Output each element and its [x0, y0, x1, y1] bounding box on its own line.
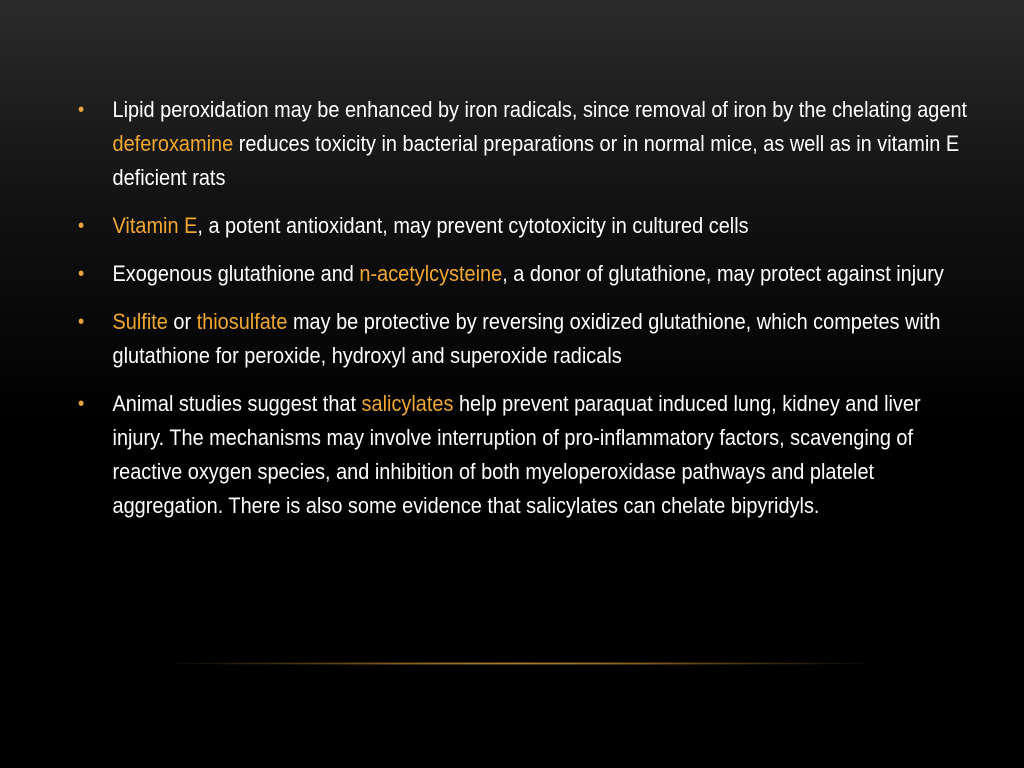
bullet-text: or [167, 309, 197, 334]
bullet-text: may be protective by reversing oxidized glutathione, which competes with glutathione for peroxide, hydroxyl and superoxide radicals [112, 309, 941, 368]
bullet-item-iron-radicals [78, 93, 973, 195]
highlight-deferoxamine: deferoxamine [112, 131, 234, 156]
bullet-item-glutathione [78, 257, 973, 291]
highlight-salicylates: salicylates [361, 391, 454, 416]
bullet-text: Animal studies suggest that [112, 391, 362, 416]
bullet-icon: • [78, 99, 85, 121]
bullet-list [78, 93, 968, 537]
bullet-icon: • [78, 263, 85, 285]
bullet-icon: • [78, 393, 85, 415]
bullet-icon: • [78, 311, 85, 333]
bullet-text: Lipid peroxidation may be enhanced by iron radicals, since removal of iron by the chelating agent [112, 97, 968, 122]
bullet-item-salicylates [78, 387, 973, 523]
bullet-text: help prevent paraquat induced lung, kidney and liver injury. The mechanisms may involve interruption of pro-inflammatory factors, scavenging of reactive oxygen species, and inhibition of both myeloperoxidase pathways and platelet aggregation. There is also some evidence that salicylates can chelate bipyridyls. [112, 391, 921, 518]
highlight-n-acetylcysteine: n-acetylcysteine [359, 261, 503, 286]
bullet-item-sulfite [78, 305, 973, 373]
bullet-text: Exogenous glutathione and [112, 261, 360, 286]
highlight-vitamin-e: Vitamin E [112, 213, 198, 238]
bullet-text: reduces toxicity in bacterial preparations or in normal mice, as well as in vitamin E deficient rats [112, 131, 960, 190]
highlight-thiosulfate: thiosulfate [196, 309, 288, 334]
bullet-text: , a potent antioxidant, may prevent cytotoxicity in cultured cells [197, 213, 749, 238]
bullet-item-vitamin-e [78, 209, 973, 243]
gold-divider-line [175, 662, 865, 665]
highlight-sulfite: Sulfite [112, 309, 168, 334]
bullet-text: , a donor of glutathione, may protect against injury [502, 261, 944, 286]
bullet-icon: • [78, 215, 85, 237]
